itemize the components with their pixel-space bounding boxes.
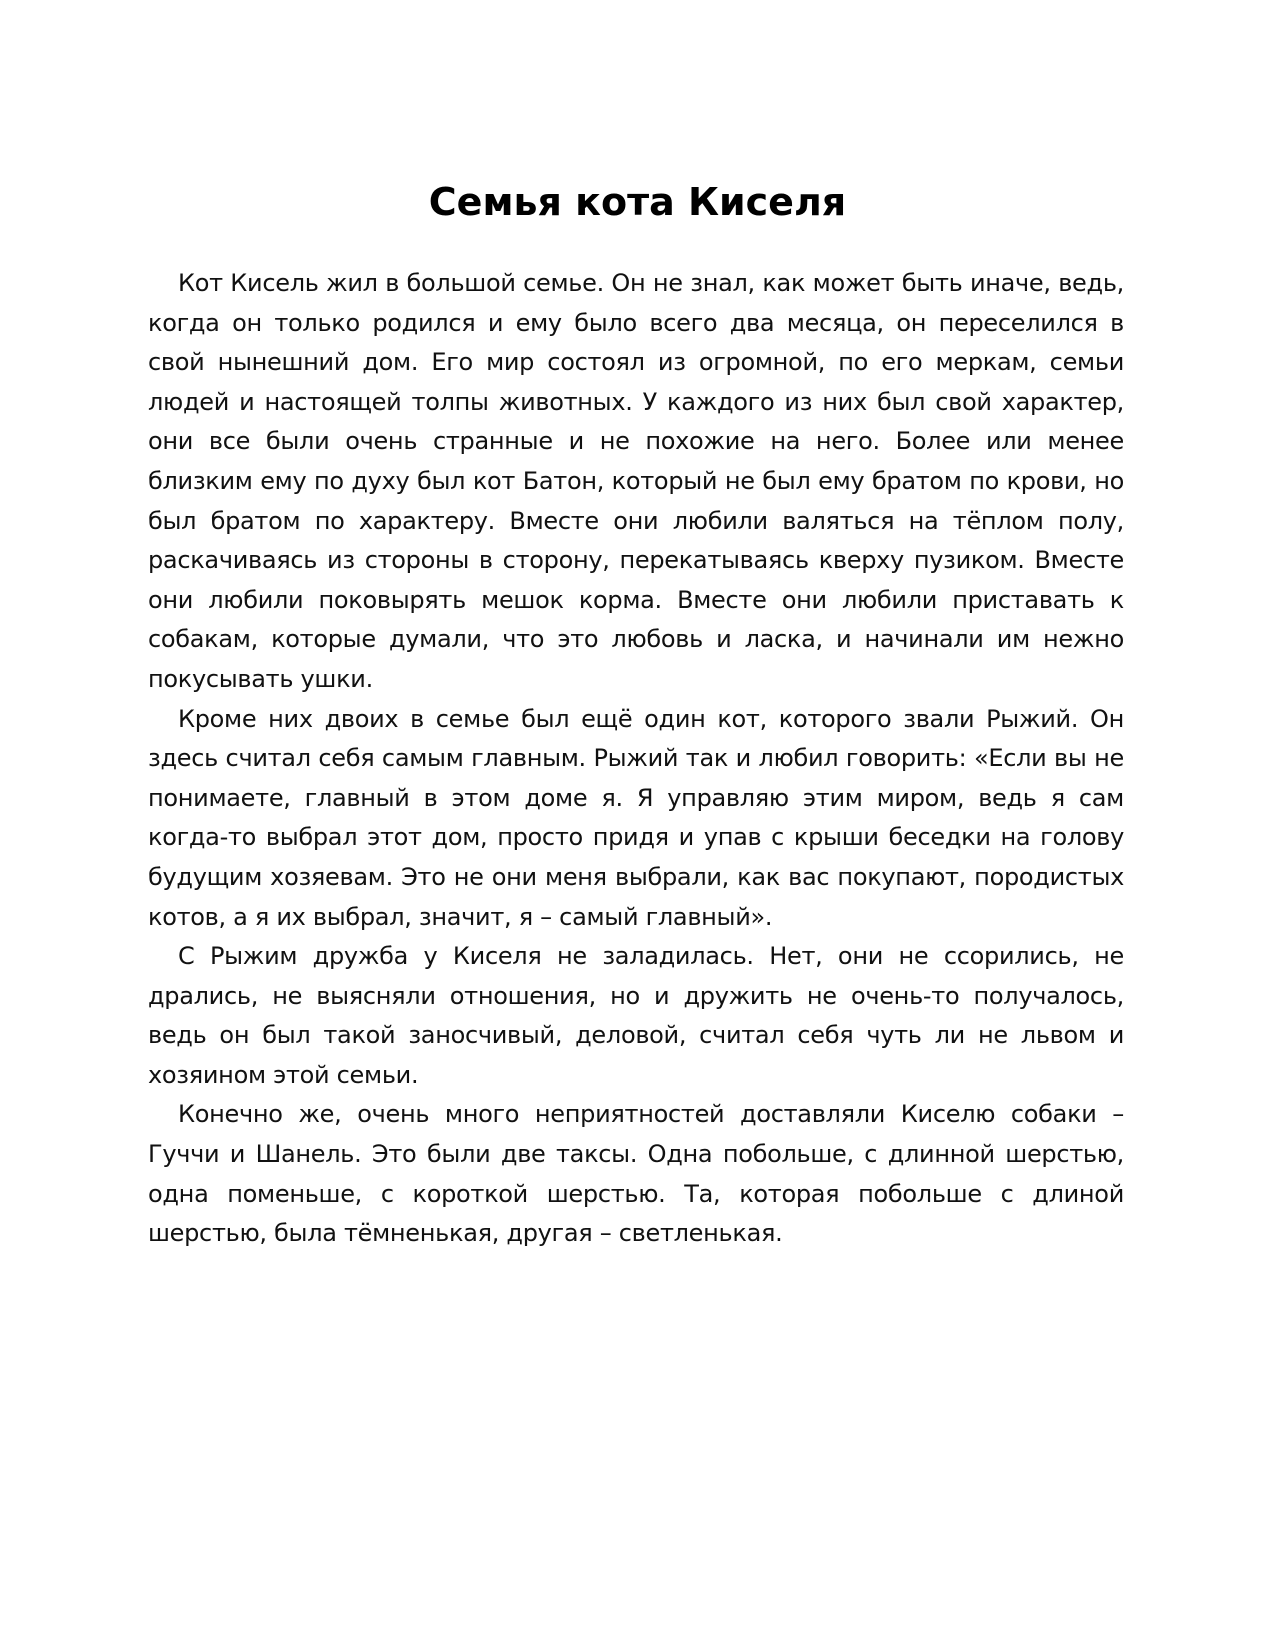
page-title: Семья кота Киселя [428,180,847,224]
paragraph-4: Конечно же, очень много неприятностей доставляли Киселю собаки – Гуччи и Шанель. Это были две таксы. Одна побольше, с длинной шерстью, одна поменьше, с короткой шерстью. Та, которая побольше с длиной шерстью, была тёмненькая, другая – светленькая. [148,1100,1124,1248]
paragraph-1: Кот Кисель жил в большой семье. Он не знал, как может быть иначе, ведь, когда он только родился и ему было всего два месяца, он переселился в свой нынешний дом. Его мир состоял из огромной, по его меркам, семьи людей и настоящей толпы животных. У каждого из них был свой характер, они все были очень странные и не похожие на него. Более или менее близким ему по духу был кот Батон, который не был ему братом по крови, но был братом по характеру. Вместе они любили валяться на тёплом полу, раскачиваясь из стороны в сторону, перекатываясь кверху пузиком. Вместе они любили поковырять мешок корма. Вместе они любили приставать к собакам, которые думали, что это любовь и ласка, и начинали им нежно покусывать ушки. [148,269,1124,693]
paragraph-3: С Рыжим дружба у Киселя не заладилась. Нет, они не ссорились, не дрались, не выясняли отношения, но и дружить не очень-то получалось, ведь он был такой заносчивый, деловой, считал себя чуть ли не львом и хозяином этой семьи. [148,942,1124,1089]
story-text [148,264,1124,1254]
paragraph-2: Кроме них двоих в семье был ещё один кот, которого звали Рыжий. Он здесь считал себя самым главным. Рыжий так и любил говорить: «Если вы не понимаете, главный в этом доме я. Я управляю этим миром, ведь я сам когда-то выбрал этот дом, просто придя и упав с крыши беседки на голову будущим хозяевам. Это не они меня выбрали, как вас покупают, породистых котов, а я их выбрал, значит, я – самый главный». [148,704,1124,931]
